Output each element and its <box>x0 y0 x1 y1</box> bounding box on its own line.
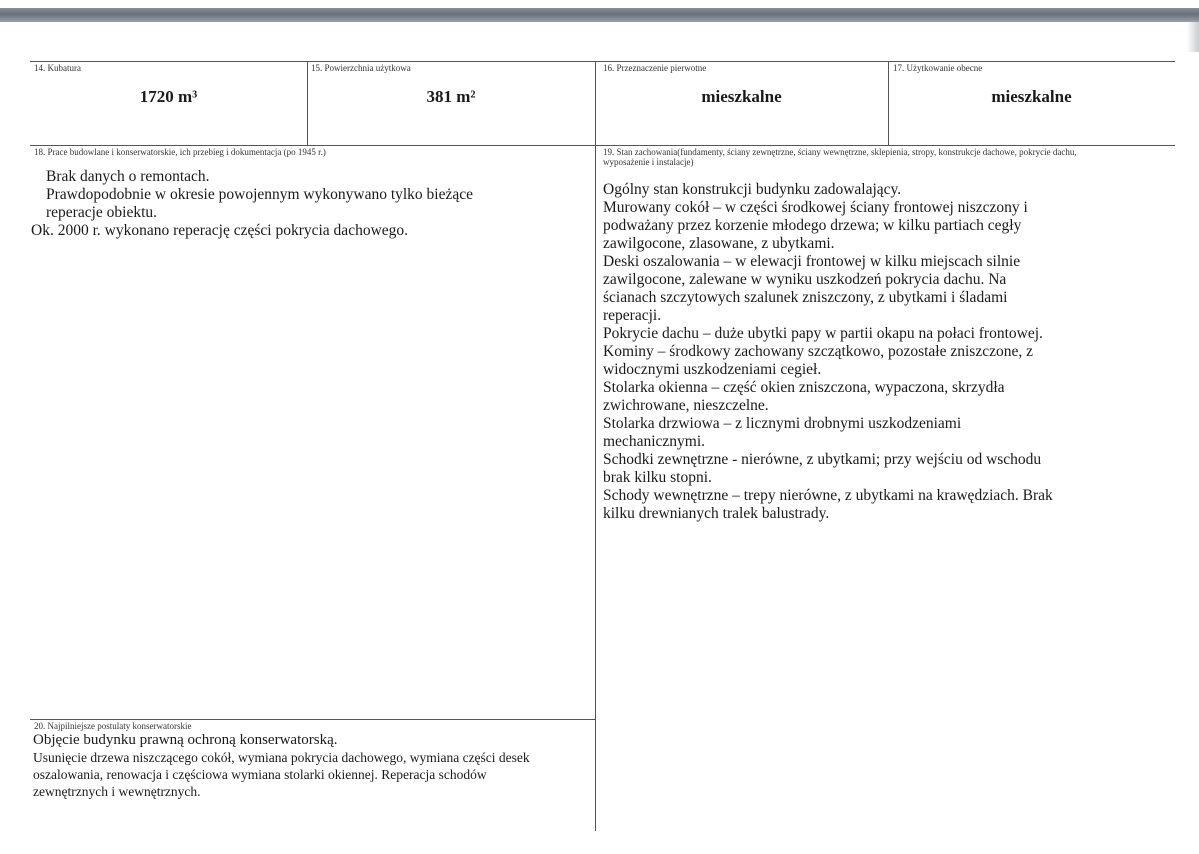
stan-line: Stolarka drzwiowa – z licznymi drobnymi uszkodzeniami <box>603 415 962 432</box>
prace-label: 18. Prace budowlane i konserwatorskie, ich przebieg i dokumentacja (po 1945 r.) <box>34 147 326 157</box>
prace-line: Prawdopodobnie w okresie powojennym wykonywano tylko bieżące <box>46 186 474 203</box>
row-divider-1 <box>30 145 1175 146</box>
uzytkowanie-label: 17. Użytkowanie obecne <box>893 63 983 73</box>
kubatura-value: 1720 m³ <box>139 87 198 106</box>
stan-label-2: wyposażenie i instalacje) <box>603 157 694 167</box>
stan-line: Ogólny stan konstrukcji budynku zadowalający. <box>603 181 902 198</box>
kubatura-label: 14. Kubatura <box>34 63 81 73</box>
stan-line: Pokrycie dachu – duże ubytki papy w partii okapu na połaci frontowej. <box>603 325 1043 342</box>
scan-top-border <box>0 8 1199 22</box>
stan-line: zwichrowane, nieszczelne. <box>603 397 769 414</box>
stan-text <box>603 181 1108 523</box>
stan-line: Murowany cokół – w części środkowej ściany frontowej niszczony i <box>603 199 1028 216</box>
postulaty-line: Usunięcie drzewa niszczącego cokół, wymiana pokrycia dachowego, wymiana części desek <box>33 750 530 765</box>
stan-line: widocznymi uszkodzeniami cegieł. <box>603 361 822 378</box>
powierzchnia-label: 15. Powierzchnia użytkowa <box>311 63 411 73</box>
prace-text <box>31 168 586 240</box>
postulaty-line: Objęcie budynku prawną ochroną konserwatorską. <box>33 732 338 748</box>
table-top-border <box>30 61 1175 62</box>
uzytkowanie-value: mieszkalne <box>991 87 1072 106</box>
prace-line: Ok. 2000 r. wykonano reperację części pokrycia dachowego. <box>31 222 409 239</box>
przeznaczenie-label: 16. Przeznaczenie pierwotne <box>603 63 707 73</box>
stan-line: reperacji. <box>603 307 662 324</box>
postulaty-line: oszalowania, renowacja i częściowa wymiana stolarki okiennej. Reperacja schodów <box>33 767 487 782</box>
prace-line: reperacje obiektu. <box>46 204 158 221</box>
stan-line: Stolarka okienna – część okien zniszczona, wypaczona, skrzydła <box>603 379 1005 396</box>
stan-line: kilku drewnianych tralek balustrady. <box>603 505 830 522</box>
stan-line: Kominy – środkowy zachowany szczątkowo, pozostałe zniszczone, z <box>603 343 1033 360</box>
postulaty-label: 20. Najpilniejsze postulaty konserwatorskie <box>34 721 192 731</box>
scan-right-shadow <box>1187 22 1199 52</box>
row-divider-2 <box>30 719 595 720</box>
postulaty-text <box>33 732 588 800</box>
stan-line: mechanicznymi. <box>603 433 705 450</box>
stan-line: Schody wewnętrzne – trepy nierówne, z ubytkami na krawędziach. Brak <box>603 487 1053 504</box>
stan-line: zawilgocone, zlasowane, z ubytkami. <box>603 235 835 252</box>
powierzchnia-value: 381 m² <box>426 87 476 106</box>
stan-line: Schodki zewnętrzne - nierówne, z ubytkami; przy wejściu od wschodu <box>603 451 1042 468</box>
prace-line: Brak danych o remontach. <box>46 168 210 185</box>
stan-line: Deski oszalowania – w elewacji frontowej w kilku miejscach silnie <box>603 253 1021 270</box>
stan-line: brak kilku stopni. <box>603 469 712 486</box>
stan-line: podważany przez korzenie młodego drzewa; w kilku partiach cegły <box>603 217 1022 234</box>
stan-label-1: 19. Stan zachowania(fundamenty, ściany zewnętrzne, ściany wewnętrzne, sklepienia, stropy, konstrukcje dachowe, pokrycie dachu, <box>603 147 1077 157</box>
stan-line: ścianach szczytowych szalunek zniszczony, z ubytkami i śladami <box>603 289 1008 306</box>
col-divider-center <box>595 61 596 831</box>
stan-line: zawilgocone, zalewane w wyniku uszkodzeń pokrycia dachu. Na <box>603 271 1007 288</box>
postulaty-line: zewnętrznych i wewnętrznych. <box>33 784 201 799</box>
przeznaczenie-value: mieszkalne <box>701 87 782 106</box>
